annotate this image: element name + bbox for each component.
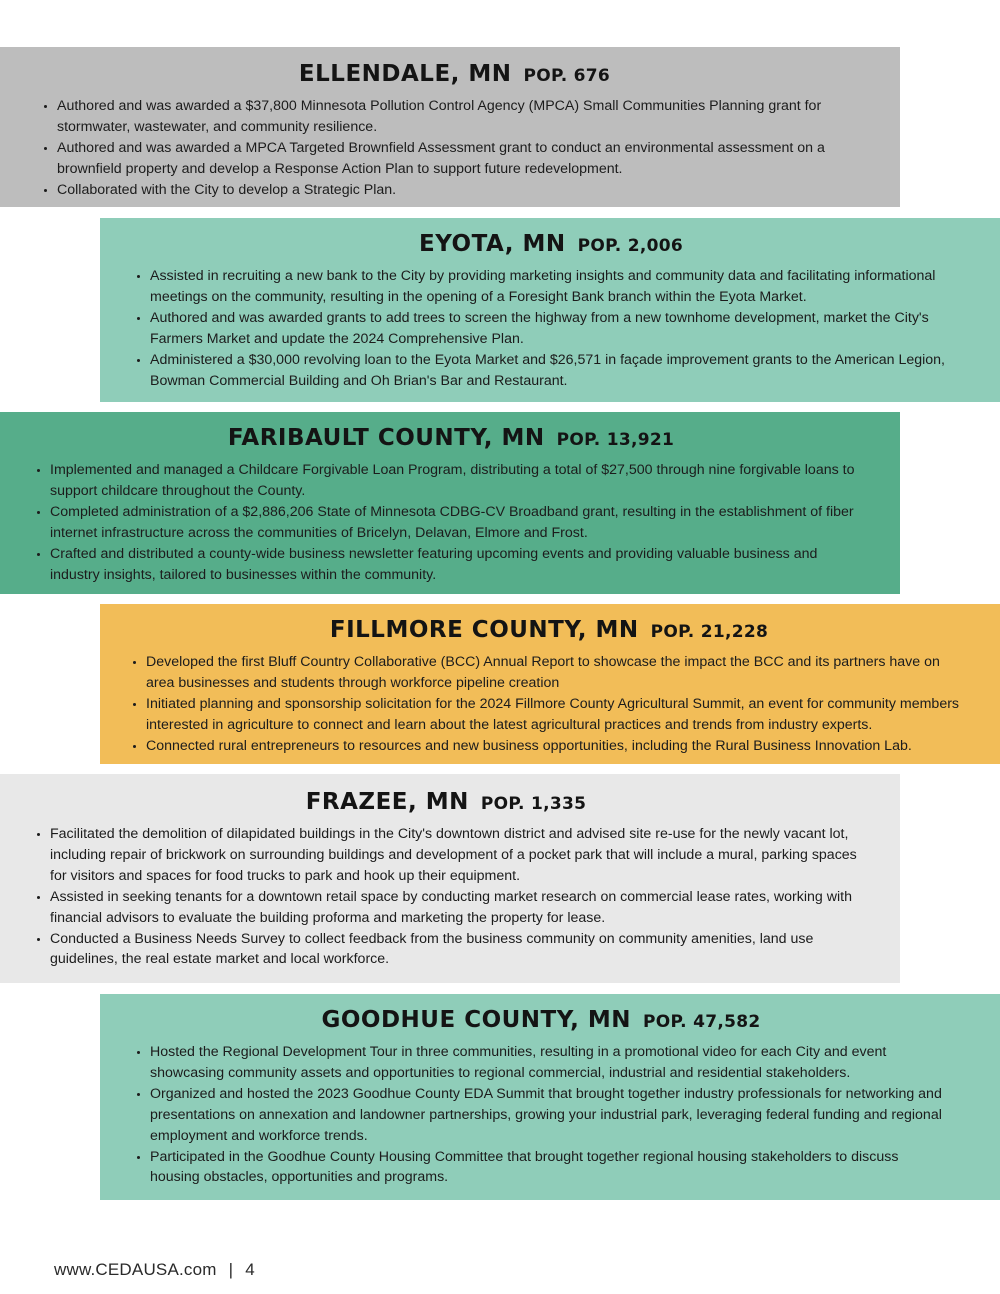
bullet-item: • Connected rural entrepreneurs to resources and new business opportunities, including the Rural Business Innovation Lab. <box>146 736 970 757</box>
bullet-item: • Authored and was awarded a $37,800 Minnesota Pollution Control Agency (MPCA) Small Communities Planning grant for stormwater, wastewater, and community resilience. <box>57 96 870 138</box>
bullet-item: • Conducted a Business Needs Survey to collect feedback from the business community on community amenities, land use guidelines, the real estate market and local workforce. <box>50 929 860 971</box>
bullet-item: • Completed administration of a $2,886,206 State of Minnesota CDBG-CV Broadband grant, resulting in the establishment of fiber internet infrastructure across the communities of Bricelyn, Delavan, Elmore and Frost. <box>50 502 870 544</box>
page-footer <box>54 1260 255 1280</box>
section-population: POP. 2,006 <box>577 236 684 256</box>
bullet-item: • Implemented and managed a Childcare Forgivable Loan Program, distributing a total of $27,500 through nine forgivable loans to support childcare throughout the County. <box>50 460 870 502</box>
section-title <box>132 229 970 261</box>
bullet-list <box>39 96 870 201</box>
bullet-item: • Facilitated the demolition of dilapidated buildings in the City's downtown district and advised site re-use for the newly vacant lot, including repair of brickwork on surrounding buildings and development of a pocket park that will include a mural, parking spaces for visitors and spaces for food trucks to park and hook up their equipment. <box>50 824 860 887</box>
bullet-item: • Crafted and distributed a county-wide business newsletter featuring upcoming events and providing valuable business and industry insights, tailored to businesses within the community. <box>50 544 870 586</box>
bullet-item: • Collaborated with the City to develop a Strategic Plan. <box>57 180 870 201</box>
section-title <box>128 615 970 647</box>
section-title <box>32 787 860 819</box>
footer-separator: | <box>228 1260 234 1279</box>
bullet-item: • Assisted in seeking tenants for a downtown retail space by conducting market research on commercial lease rates, working with financial advisors to evaluate the building proforma and marketing the property for lease. <box>50 887 860 929</box>
section-name: FARIBAULT COUNTY, MN <box>227 425 545 451</box>
bullet-list <box>128 652 970 757</box>
section-population: POP. 13,921 <box>556 430 675 450</box>
bullet-list <box>32 460 870 585</box>
website-link[interactable]: www.CEDAUSA.com <box>54 1260 217 1279</box>
section-name: FRAZEE, MN <box>305 789 469 815</box>
section-name: GOODHUE COUNTY, MN <box>321 1007 631 1033</box>
section-population: POP. 47,582 <box>642 1012 761 1032</box>
bullet-list <box>132 266 970 391</box>
bullet-item: • Authored and was awarded grants to add trees to screen the highway from a new townhome development, market the City's Farmers Market and update the 2024 Comprehensive Plan. <box>150 308 970 350</box>
section-name: FILLMORE COUNTY, MN <box>329 617 639 643</box>
bullet-list <box>132 1042 950 1188</box>
bullet-item: • Administered a $30,000 revolving loan to the Eyota Market and $26,571 in façade improvement grants to the American Legion, Bowman Commercial Building and Oh Brian's Bar and Restaurant. <box>150 350 970 392</box>
bullet-item: • Assisted in recruiting a new bank to the City by providing marketing insights and community data and facilitating informational meetings on the community, resulting in the opening of a Foresight Bank branch within the Eyota Market. <box>150 266 970 308</box>
section-population: POP. 676 <box>523 66 611 86</box>
bullet-item: • Participated in the Goodhue County Housing Committee that brought together regional housing stakeholders to discuss housing obstacles, opportunities and programs. <box>150 1147 950 1189</box>
section-eyota <box>100 218 1000 402</box>
bullet-list <box>32 824 860 970</box>
section-population: POP. 21,228 <box>650 622 769 642</box>
section-fillmore-county <box>100 604 1000 764</box>
section-title <box>39 59 870 91</box>
section-name: EYOTA, MN <box>418 231 566 257</box>
bullet-item: • Developed the first Bluff Country Collaborative (BCC) Annual Report to showcase the impact the BCC and its partners have on area businesses and students through workforce pipeline creation <box>146 652 970 694</box>
section-name: ELLENDALE, MN <box>298 61 512 87</box>
section-population: POP. 1,335 <box>480 794 587 814</box>
bullet-item: • Hosted the Regional Development Tour in three communities, resulting in a promotional video for each City and event showcasing community assets and opportunities to regional commercial, industrial and residential stakeholders. <box>150 1042 950 1084</box>
section-goodhue-county <box>100 994 1000 1200</box>
section-frazee <box>0 774 900 983</box>
bullet-item: • Organized and hosted the 2023 Goodhue County EDA Summit that brought together industry professionals for networking and presentations on annexation and landowner partnerships, growing your industrial park, leveraging federal funding and regional employment and workforce trends. <box>150 1084 950 1147</box>
section-title <box>132 1005 950 1037</box>
section-faribault-county <box>0 412 900 594</box>
bullet-item: • Authored and was awarded a MPCA Targeted Brownfield Assessment grant to conduct an environmental assessment on a brownfield property and develop a Response Action Plan to support future redevelopment. <box>57 138 870 180</box>
section-title <box>32 423 870 455</box>
bullet-item: • Initiated planning and sponsorship solicitation for the 2024 Fillmore County Agricultural Summit, an event for community members interested in agriculture to connect and learn about the latest agricultural practices and trends from industry experts. <box>146 694 970 736</box>
page-number: 4 <box>245 1260 255 1279</box>
section-ellendale <box>0 47 900 207</box>
